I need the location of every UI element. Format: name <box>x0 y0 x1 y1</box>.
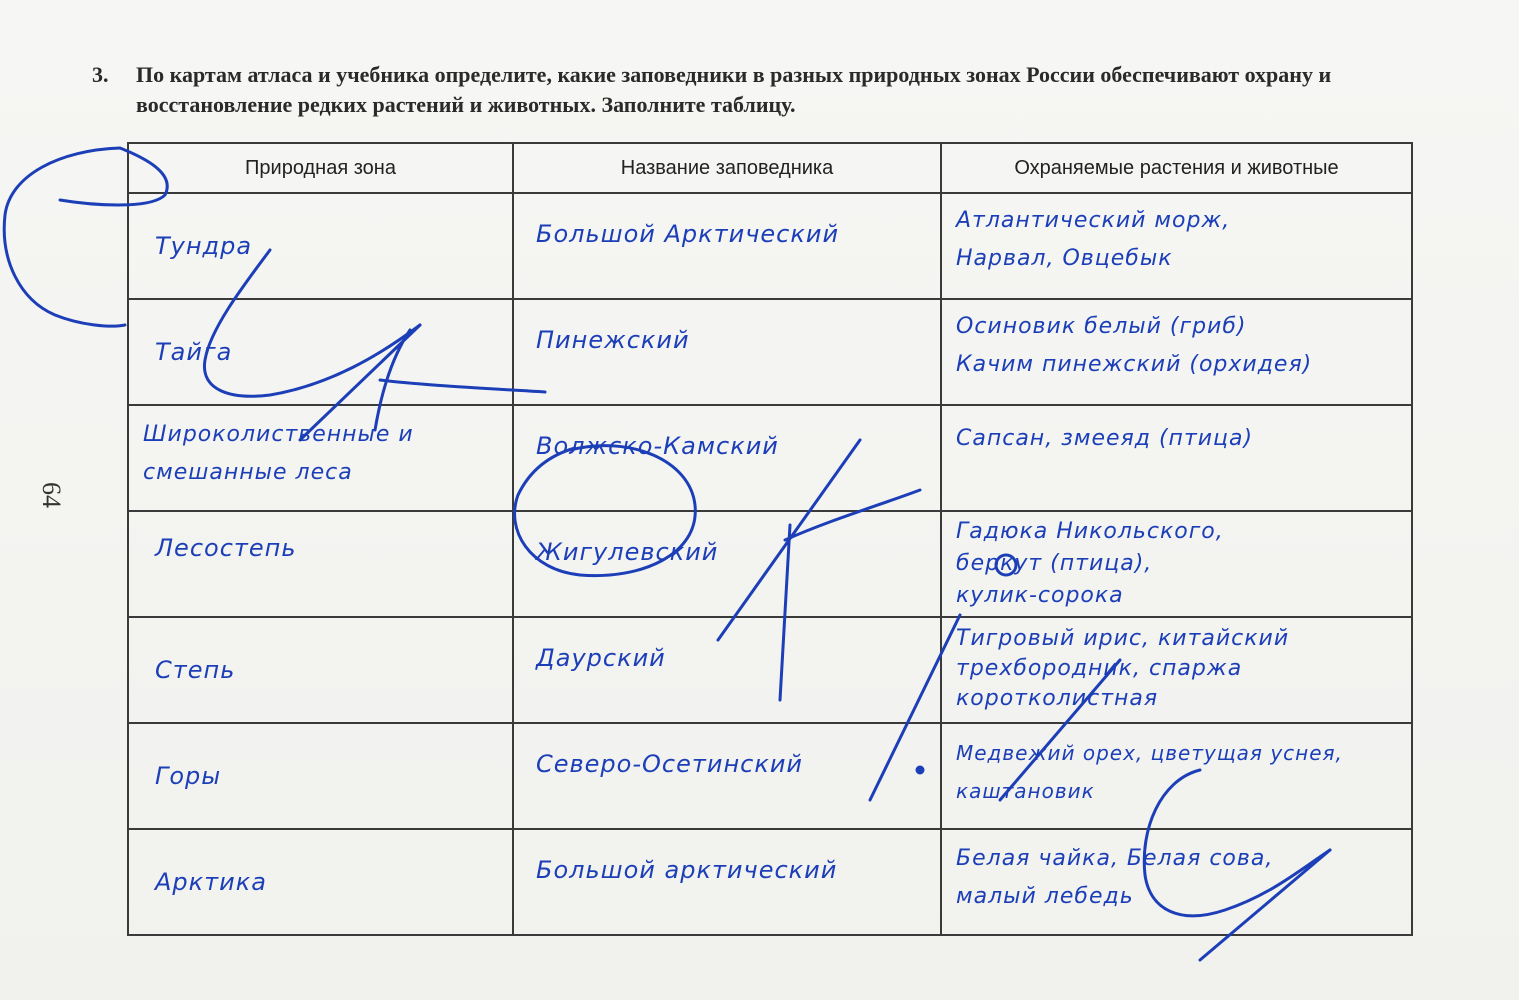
table-header-row <box>128 143 1412 193</box>
reserve-text: Волжско-Камский <box>536 432 779 460</box>
table-row <box>128 723 1412 829</box>
species-text: Сапсан, змееяд (птица) <box>956 426 1254 451</box>
zone-cell <box>128 829 513 935</box>
zone-text: Степь <box>155 656 236 684</box>
table-row <box>128 617 1412 723</box>
header-zone: Природная зона <box>128 143 513 193</box>
zone-cell <box>128 511 513 617</box>
table-row <box>128 193 1412 299</box>
species-text: Белая чайка, Белая сова, малый лебедь <box>956 846 1274 909</box>
reserve-cell <box>513 829 941 935</box>
species-text: Медвежий орех, цветущая уснея, каштановик <box>956 741 1343 803</box>
reserves-table <box>127 142 1413 936</box>
reserve-text: Даурский <box>536 644 666 672</box>
zone-text: Тайга <box>155 338 233 366</box>
reserve-text: Большой арктический <box>536 856 838 884</box>
table-row <box>128 829 1412 935</box>
header-reserve: Название заповедника <box>513 143 941 193</box>
species-cell <box>941 405 1412 511</box>
zone-cell <box>128 193 513 299</box>
table-row <box>128 299 1412 405</box>
species-text: Гадюка Никольского, беркут (птица), кулик-сорока <box>956 519 1224 608</box>
table-row <box>128 405 1412 511</box>
zone-cell <box>128 405 513 511</box>
zone-text: Тундра <box>155 232 253 260</box>
species-text: Тигровый ирис, китайский трехбородник, спаржа коротколистная <box>956 626 1290 711</box>
zone-cell <box>128 723 513 829</box>
species-cell <box>941 299 1412 405</box>
header-species: Охраняемые растения и животные <box>941 143 1412 193</box>
reserve-cell <box>513 193 941 299</box>
zone-text: Арктика <box>155 868 267 896</box>
table-row <box>128 511 1412 617</box>
species-cell <box>941 193 1412 299</box>
reserve-text: Северо-Осетинский <box>536 750 804 778</box>
task-text: По картам атласа и учебника определите, какие заповедники в разных природных зонах России обеспечивают охрану и восстановление редких растений и животных. Заполните таблицу. <box>136 62 1332 117</box>
reserve-cell <box>513 511 941 617</box>
zone-text: Широколиственные и смешанные леса <box>143 422 414 485</box>
species-text: Осиновик белый (гриб) Качим пинежский (орхидея) <box>956 314 1313 377</box>
reserve-text: Большой Арктический <box>536 220 840 248</box>
zone-text: Горы <box>155 762 222 790</box>
species-cell <box>941 723 1412 829</box>
species-cell <box>941 617 1412 723</box>
reserve-cell <box>513 405 941 511</box>
species-cell <box>941 511 1412 617</box>
zone-text: Лесостепь <box>155 534 297 562</box>
species-text: Атлантический морж, Нарвал, Овцебык <box>956 208 1231 271</box>
zone-cell <box>128 299 513 405</box>
reserve-text: Жигулевский <box>536 538 719 566</box>
zone-cell <box>128 617 513 723</box>
reserve-cell <box>513 723 941 829</box>
page-number: 64 <box>37 482 66 508</box>
reserve-cell <box>513 617 941 723</box>
reserve-text: Пинежский <box>536 326 690 354</box>
reserve-cell <box>513 299 941 405</box>
species-cell <box>941 829 1412 935</box>
task-number: 3. <box>92 62 109 87</box>
